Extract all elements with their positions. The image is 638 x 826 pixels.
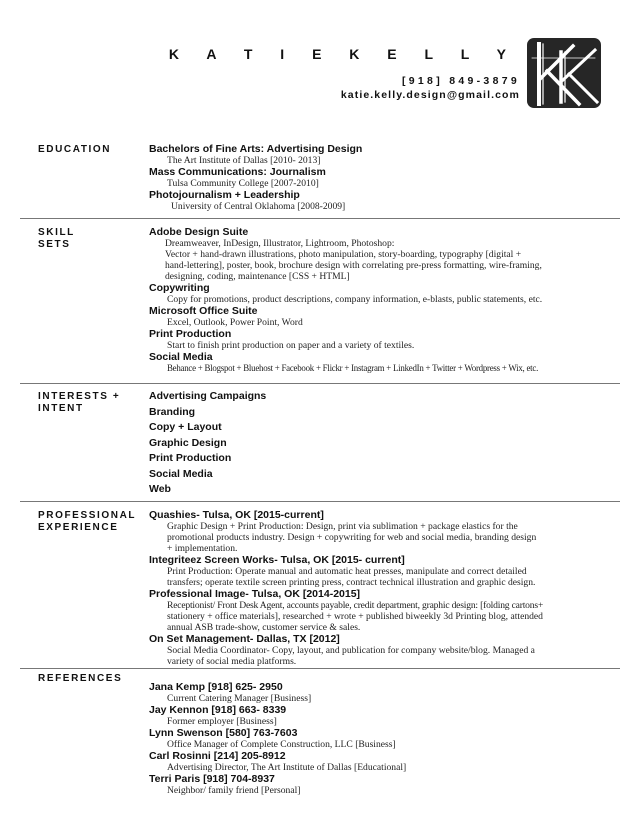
section-divider <box>20 383 620 384</box>
education-label: EDUCATION <box>38 144 112 155</box>
skill-detail: Behance + Blogspot + Bluehost + Facebook + Flickr + Instagram + LinkedIn + Twitter + Wordpress + Wix, etc. <box>167 363 539 373</box>
skill-sets-label: SKILL SETS <box>38 227 75 250</box>
interests-section <box>149 389 609 498</box>
degree-title: Mass Communications: Journalism <box>149 166 326 178</box>
reference-name: Terri Paris [918] 704-8937 <box>149 773 275 785</box>
degree-detail: The Art Institute of Dallas [2010- 2013] <box>167 155 321 166</box>
section-divider <box>20 668 620 669</box>
skill-detail: Copy for promotions, product descriptions, company information, e-blasts, public statements, etc. <box>167 294 543 305</box>
job-detail: transfers; operate textile screen printing press, contract technical illustration and graphic design. <box>167 577 536 588</box>
references-label: REFERENCES <box>38 673 123 684</box>
job-title: On Set Management- Dallas, TX [2012] <box>149 633 340 645</box>
skill-title: Print Production <box>149 328 232 340</box>
job-detail: + implementation. <box>167 543 238 554</box>
skill-detail: Excel, Outlook, Power Point, Word <box>167 317 303 328</box>
job-detail: Receptionist/ Front Desk Agent, accounts payable, credit department, graphic design: [folding cartons+ <box>167 600 544 611</box>
experience-section <box>149 509 609 667</box>
section-divider <box>20 218 620 219</box>
interest-item: Print Production <box>149 452 232 464</box>
job-detail: variety of social media platforms. <box>167 656 297 667</box>
interest-item: Advertising Campaigns <box>149 390 267 402</box>
job-title: Professional Image- Tulsa, OK [2014-2015] <box>149 588 361 600</box>
reference-name: Jay Kennon [918] 663- 8339 <box>149 704 287 716</box>
reference-name: Lynn Swenson [580] 763-7603 <box>149 727 298 739</box>
interests-label: INTERESTS + INTENT <box>38 391 121 414</box>
kk-monogram-icon <box>527 38 601 108</box>
skills-section <box>149 226 609 374</box>
education-section <box>149 143 609 212</box>
job-detail: Print Production: Operate manual and automatic heat presses, manipulate and correct detailed <box>167 566 527 577</box>
email-address: katie.kelly.design@gmail.com <box>340 89 520 101</box>
degree-title: Photojournalism + Leadership <box>149 189 300 201</box>
skill-title: Social Media <box>149 351 213 363</box>
reference-name: Carl Rosinni [214] 205-8912 <box>149 750 286 762</box>
skill-title: Microsoft Office Suite <box>149 305 258 317</box>
interest-item: Branding <box>149 405 196 418</box>
skill-detail: Vector + hand-drawn illustrations, photo manipulation, story-boarding, typography [digital + <box>165 249 522 260</box>
skill-detail: designing, coding, maintenance [CSS + HTML] <box>165 271 350 282</box>
interest-item: Social Media <box>149 467 213 480</box>
reference-name: Jana Kemp [918] 625- 2950 <box>149 681 283 693</box>
degree-title: Bachelors of Fine Arts: Advertising Design <box>149 143 363 155</box>
reference-detail: Current Catering Manager [Business] <box>167 693 312 704</box>
section-divider <box>20 501 620 502</box>
interest-item: Copy + Layout <box>149 421 222 433</box>
skill-detail: hand-lettering], poster, book, brochure design with correlating pre-press formatting, wire-framing, <box>165 260 542 271</box>
interest-item: Web <box>149 483 171 495</box>
resume-name: K A T I E K E L L Y <box>168 46 518 62</box>
job-detail: Social Media Coordinator- Copy, layout, and publication for company website/blog. Managed a <box>167 645 535 656</box>
job-detail: stationery + office materials], researched + wrote + published biweekly 3d Printing blog, attended <box>167 611 543 622</box>
job-detail: promotional products industry. Design + copywriting for web and social media, branding design <box>167 532 537 543</box>
reference-detail: Advertising Director, The Art Institute of Dallas [Educational] <box>167 762 407 773</box>
job-detail: annual ASB trade-show, customer service & sales. <box>167 622 361 633</box>
skill-detail: Dreamweaver, InDesign, Illustrator, Lightroom, Photoshop: <box>165 238 395 249</box>
job-title: Quashies- Tulsa, OK [2015-current] <box>149 509 324 521</box>
reference-detail: Former employer [Business] <box>167 716 277 727</box>
kk-monogram-logo <box>527 38 601 108</box>
references-section <box>149 681 609 796</box>
reference-detail: Office Manager of Complete Construction, LLC [Business] <box>167 739 396 750</box>
job-detail: Graphic Design + Print Production: Design, print via sublimation + package elastics for the <box>167 521 518 532</box>
degree-detail: Tulsa Community College [2007-2010] <box>167 178 319 189</box>
job-title: Integriteez Screen Works- Tulsa, OK [2015- current] <box>149 554 405 566</box>
skill-title: Copywriting <box>149 282 210 294</box>
degree-detail: University of Central Oklahoma [2008-2009] <box>171 201 346 212</box>
interest-item: Graphic Design <box>149 436 227 449</box>
skill-detail: Start to finish print production on paper and a variety of textiles. <box>167 340 415 351</box>
skill-title: Adobe Design Suite <box>149 226 249 238</box>
phone-number: [918] 849-3879 <box>401 75 520 87</box>
reference-detail: Neighbor/ family friend [Personal] <box>167 785 301 796</box>
experience-label: PROFESSIONAL EXPERIENCE <box>38 510 137 533</box>
